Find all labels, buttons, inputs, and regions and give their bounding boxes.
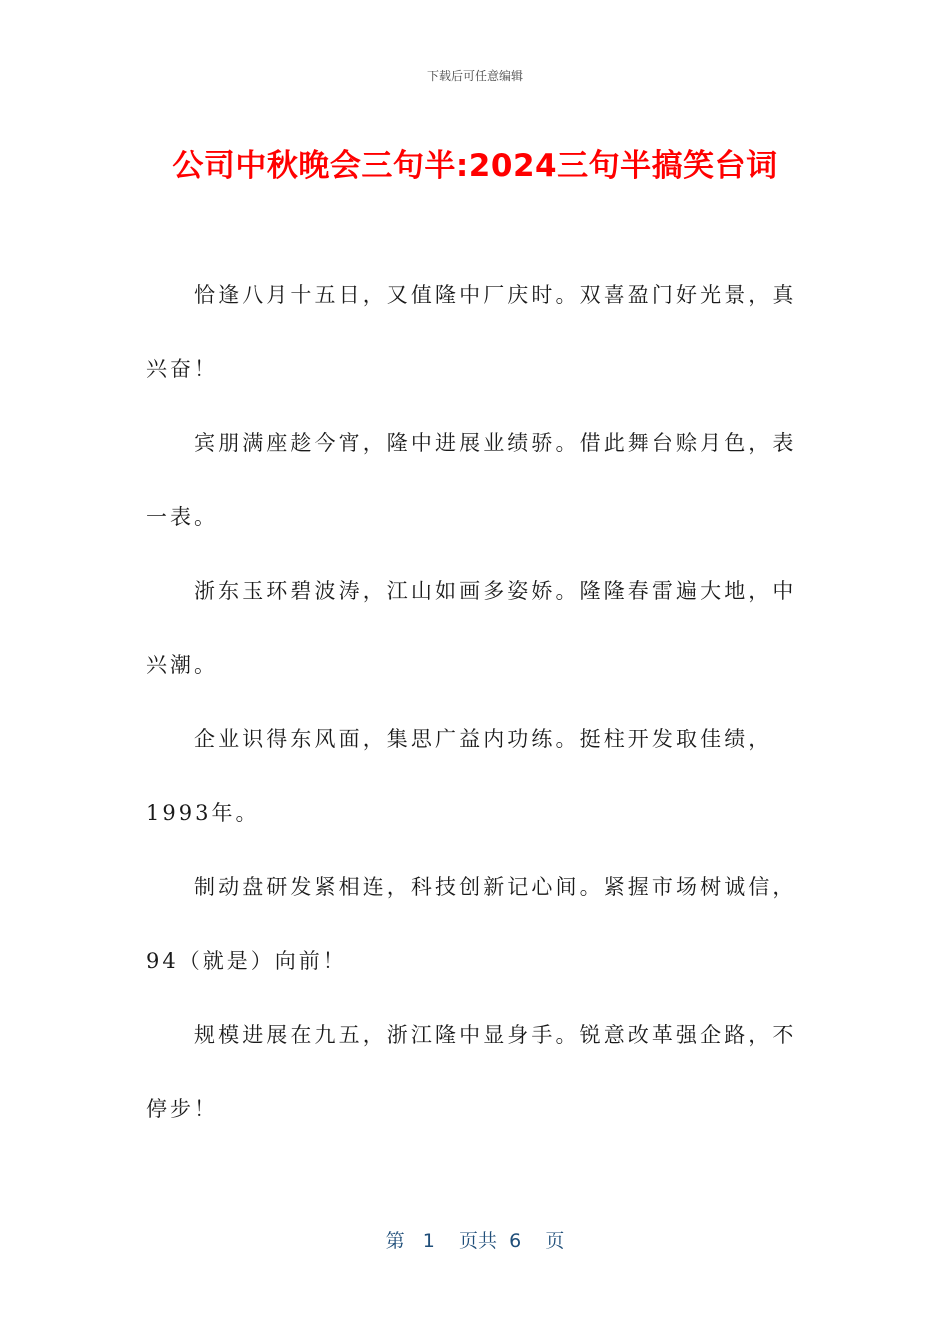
stanza-line: 制动盘研发紧相连，科技创新记心间。紧握市场树诚信， (194, 875, 797, 899)
stanza-line-continued: 94（就是）向前！ (146, 949, 347, 973)
footer-page-suffix: 页 (545, 1230, 565, 1252)
page-footer (0, 1226, 950, 1253)
stanza-line: 企业识得东风面，集思广益内功练。挺柱开发取佳绩， (194, 727, 773, 751)
stanza-5 (146, 867, 796, 1015)
stanza-3 (146, 571, 796, 719)
footer-page-number: 1 (422, 1230, 435, 1252)
footer-total-pages: 6 (509, 1230, 522, 1252)
footer-page-prefix: 第 (385, 1230, 405, 1252)
stanza-line: 宾朋满座趁今宵，隆中进展业绩骄。借此舞台赊月色，表 (194, 431, 797, 455)
document-title: 公司中秋晚会三句半:2024三句半搞笑台词 (172, 148, 778, 184)
stanza-6 (146, 1015, 796, 1163)
stanza-line: 浙东玉环碧波涛，江山如画多姿娇。隆隆春雷遍大地，中 (194, 579, 797, 603)
stanza-2 (146, 423, 796, 571)
stanza-4 (146, 719, 796, 867)
stanza-line: 规模进展在九五，浙江隆中显身手。锐意改革强企路，不 (194, 1023, 797, 1047)
stanza-line-continued: 停步！ (146, 1097, 218, 1121)
header-note: 下载后可任意编辑 (426, 69, 523, 83)
stanza-1 (146, 275, 796, 423)
document-body (146, 275, 796, 1163)
stanza-line-continued: 兴奋！ (146, 357, 218, 381)
footer-page-mid: 页共 (459, 1230, 498, 1252)
stanza-line-continued: 一表。 (146, 505, 218, 529)
stanza-line-continued: 兴潮。 (146, 653, 218, 677)
stanza-line: 恰逢八月十五日，又值隆中厂庆时。双喜盈门好光景，真 (194, 283, 797, 307)
stanza-line-continued: 1993年。 (146, 801, 260, 825)
